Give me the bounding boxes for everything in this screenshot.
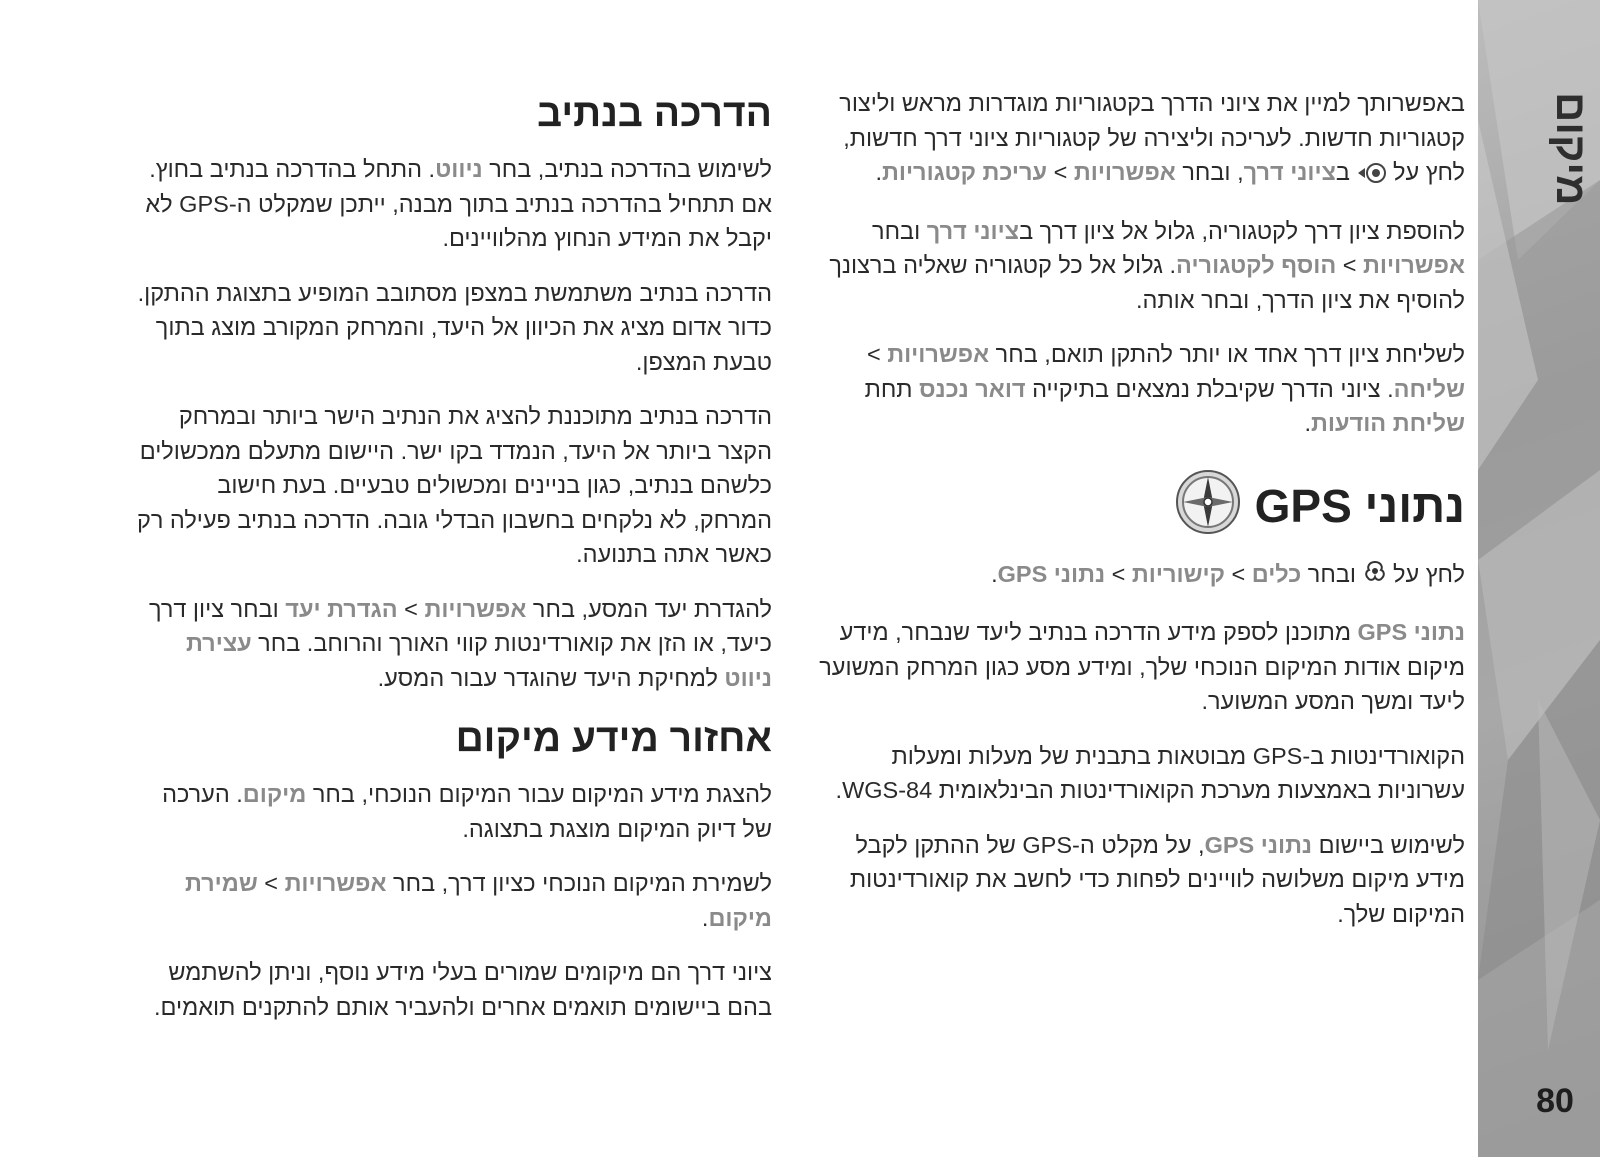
keyword-options: אפשרויות <box>1073 159 1176 185</box>
paragraph-save-position <box>134 866 772 935</box>
text: לשימוש ביישום <box>1312 831 1465 858</box>
right-column <box>815 86 1465 951</box>
text: . גלול אל כל קטגוריה שאליה ברצונך להוסיף את ציון הדרך, ובחר אותה. <box>829 252 1465 313</box>
text: לחץ על <box>1386 560 1465 587</box>
category-nav-icon <box>1357 159 1387 194</box>
text: > <box>1105 560 1132 587</box>
keyword-tools: כלים <box>1251 560 1302 587</box>
text: > <box>397 595 425 622</box>
compass-icon <box>1175 469 1241 543</box>
paragraph-send-landmark <box>815 337 1465 441</box>
section-title: מיקום <box>1548 92 1595 206</box>
text: . <box>991 560 998 587</box>
paragraph-coordinates: הקואורדינטות ב-GPS מבוטאות בתבנית של מעלות ומעלות עשרוניות באמצעות מערכת הקואורדינטות הבינלאומית WGS-84. <box>835 742 1465 803</box>
text: לשימוש בהדרכה בנתיב, בחר <box>482 156 772 182</box>
paragraph-navigation-start <box>134 152 772 256</box>
paragraph-add-category <box>815 214 1465 318</box>
paragraph-gps-purpose <box>815 615 1465 719</box>
text: להוספת ציון דרך לקטגוריה, גלול אל ציון דרך ב <box>1019 217 1465 244</box>
paragraph-set-destination <box>134 592 772 696</box>
paragraph-satellites <box>815 828 1465 932</box>
gps-heading-text: נתוני GPS <box>1254 479 1465 532</box>
text: מתוכנן לספק מידע הדרכה בנתיב ליעד שנבחר, מידע מיקום אודות המיקום הנוכחי שלך, ומידע מסע כגון המרחק המשוער ליעד ומשך המסע המשוער. <box>819 619 1465 714</box>
paragraph-position <box>134 777 772 846</box>
text: תחת <box>864 375 920 402</box>
position-info-heading: אחזור מידע מיקום <box>455 717 772 760</box>
keyword-add-to-category: הוסף לקטגוריה <box>1176 252 1337 278</box>
paragraph-categories: באפשרותך למיין את ציוני הדרך בקטגוריות מוגדרות מראש וליצור קטגוריות חדשות. לעריכה וליצירה של קטגוריות ציוני דרך חדשות, לחץ על בציוני דרך, ובחר אפשרויות > עריכת קטגוריות. <box>815 86 1465 194</box>
keyword-navigate: ניווט <box>435 156 483 182</box>
text: . <box>875 159 882 185</box>
keyword-save-position: שמירת מיקום <box>184 870 772 931</box>
keyword-options: אפשרויות <box>424 595 527 622</box>
keyword-options: אפשרויות <box>1363 252 1465 278</box>
paragraph-straight-route: הדרכה בנתיב מתוכננת להציג את הנתיב הישר ביותר ובמרחק הקצר ביותר אל היעד, הנמדד בקו ישר. היישום מתעלם ממכשולים כלשהם בנתיב, כגון בניינים ומכשולים טבעיים. בעת חישוב המרחק, לא נלקחים בחשבון הבדלי גובה. הדרכה בנתיב פעילה רק כאשר אתה בתנועה. <box>136 403 772 567</box>
text: . ציוני הדרך שקיבלת נמצאים בתיקייה <box>1025 375 1394 402</box>
keyword-landmarks: ציוני דרך <box>926 217 1020 244</box>
paragraph-compass: הדרכה בנתיב משתמשת במצפן מסתובב המופיע בתצוגת ההתקן. כדור אדום מציג את הכיוון אל היעד, והמרחק המקורב מוצג בתוך טבעת המצפן. <box>137 279 772 375</box>
keyword-position: מיקום <box>242 781 307 807</box>
text: > <box>257 870 285 896</box>
text: להצגת מידע המיקום עבור המיקום הנוכחי, בחר <box>306 781 772 807</box>
text: למחיקת היעד שהוגדר עבור המסע. <box>377 664 725 691</box>
text: > <box>1336 252 1364 278</box>
keyword-messaging: שליחת הודעות <box>1311 410 1465 436</box>
gps-data-heading <box>815 469 1465 543</box>
navigation-heading: הדרכה בנתיב <box>537 92 772 135</box>
paragraph-open-gps <box>815 557 1465 596</box>
left-column <box>134 86 772 1044</box>
text: באפשרותך למיין את ציוני הדרך בקטגוריות מוגדרות מראש וליצור קטגוריות חדשות. לעריכה וליצירה של קטגוריות ציוני דרך חדשות, לחץ על <box>839 90 1465 185</box>
text: . <box>701 904 709 931</box>
keyword-options: אפשרויות <box>284 870 387 896</box>
text: לשמירת המיקום הנוכחי כציון דרך, בחר <box>386 870 772 896</box>
text: . <box>1304 410 1312 436</box>
keyword-stop-navigation: עצירת ניווט <box>186 630 772 691</box>
keyword-set-destination: הגדרת יעד <box>285 595 398 622</box>
text: , ובחר <box>1175 159 1244 185</box>
keyword-options: אפשרויות <box>887 341 990 367</box>
keyword-gps-data: נתוני GPS <box>1357 619 1465 645</box>
text: ובחר <box>872 217 927 244</box>
keyword-gps-data: נתוני GPS <box>1204 831 1313 858</box>
text: > <box>1047 159 1074 185</box>
text: ובחר ציון דרך כיעד, או הזן את קואורדינטות קווי האורך והרוחב. בחר <box>148 595 772 656</box>
keyword-landmarks: ציוני דרך <box>1243 159 1336 185</box>
keyword-gps-data: נתוני GPS <box>997 560 1106 587</box>
text: . הערכה של דיוק המיקום מוצגת בתצוגה. <box>162 781 772 842</box>
keyword-connectivity: קישוריות <box>1131 560 1225 587</box>
keyword-send: שליחה <box>1393 375 1465 402</box>
text: , על מקלט ה-GPS של ההתקן לקבל מידע מיקום משלושה לוויינים לפחות כדי לחשב את קואורדינטות המיקום שלך. <box>849 831 1465 927</box>
text: ובחר <box>1301 560 1363 587</box>
text: > <box>1224 560 1252 587</box>
keyword-inbox: דואר נכנס <box>919 375 1026 402</box>
text: להגדרת יעד המסע, בחר <box>526 595 772 622</box>
menu-key-icon <box>1363 560 1387 596</box>
paragraph-landmarks-info: ציוני דרך הם מיקומים שמורים בעלי מידע נוסף, וניתן להשתמש בהם ביישומים תואמים אחרים ולהעביר אותם להתקנים תואמים. <box>154 959 772 1020</box>
text: > <box>866 341 888 367</box>
keyword-edit-categories: עריכת קטגוריות <box>881 159 1048 185</box>
page-number: 80 <box>1536 1082 1574 1120</box>
text: לשליחת ציון דרך אחד או יותר להתקן תואם, בחר <box>989 341 1465 367</box>
text: . התחל בהדרכה בנתיב בחוץ. אם תתחיל בהדרכה בנתיב בתוך מבנה, ייתכן שמקלט ה-GPS לא יקבל את המידע הנחוץ מהלוויינים. <box>145 156 772 251</box>
